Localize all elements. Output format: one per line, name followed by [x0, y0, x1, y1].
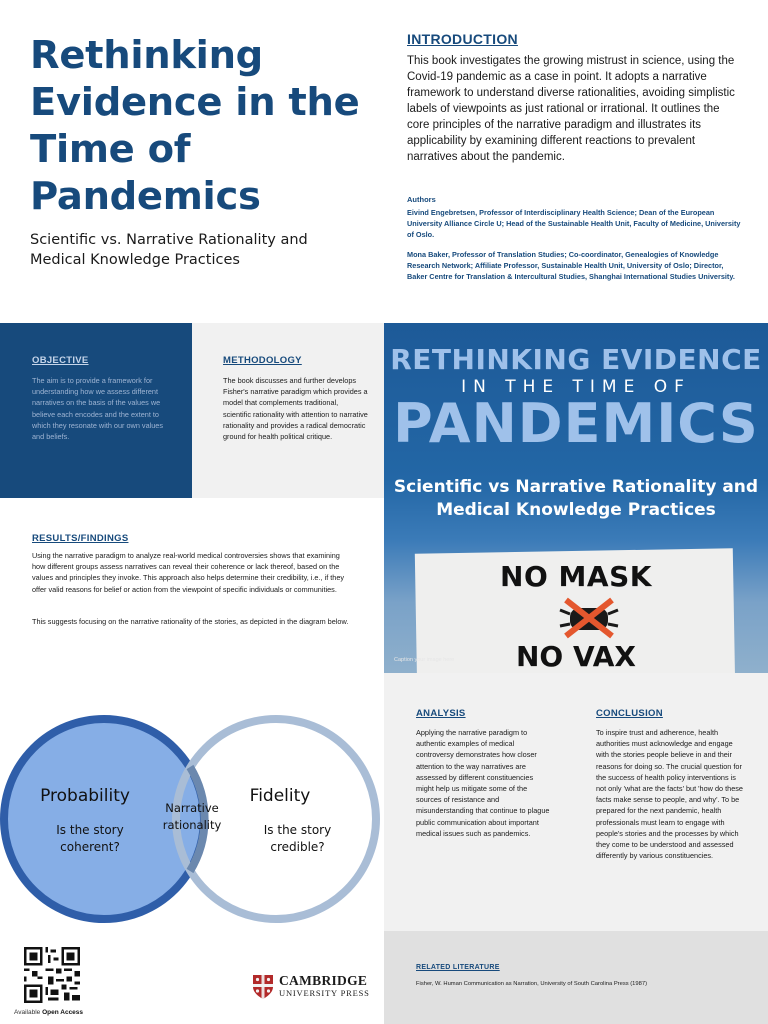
- related-literature-body: Fisher, W. Human Communication as Narration, University of South Carolina Press (1987): [416, 981, 648, 987]
- methodology-heading: METHODOLOGY: [223, 355, 302, 366]
- results-heading: RESULTS/FINDINGS: [32, 533, 129, 544]
- authors-heading: Authors: [407, 195, 436, 204]
- cover-title-line2: IN THE TIME OF: [461, 377, 691, 397]
- author-1: Eivind Engebretsen, Professor of Interdisciplinary Health Science; Dean of the European University Alliance Circle U; Head of the Sustainable Health Unit, Faculty of Medicine, University of Oslo.: [407, 208, 741, 239]
- cover-title-line3: PANDEMICS: [393, 392, 759, 455]
- related-literature-panel: [384, 931, 768, 1024]
- conclusion-body: To inspire trust and adherence, health authorities must acknowledge and engage with the stories people believe in and their reasons for doing so. The crucial question for the success of health policy interventions is not only 'what are the facts' but 'how do these facts make sense to people, and why'. To be prepared for the next pandemic, health professionals must learn to engage with people's stories and the processes by which they come to be understood and assessed differently by various constituencies.: [596, 728, 743, 861]
- related-literature-heading: RELATED LITERATURE: [416, 964, 500, 971]
- analysis-heading: ANALYSIS: [416, 708, 466, 719]
- sign-no-mask: NO MASK: [500, 560, 652, 593]
- publisher-name: CAMBRIDGE: [279, 973, 368, 988]
- cover-subtitle: Scientific vs Narrative Rationality and Medical Knowledge Practices: [393, 477, 759, 520]
- cambridge-shield-logo: [252, 974, 274, 1000]
- objective-body: The aim is to provide a framework for understanding how we assess different narratives on the basis of the values we believe each encodes and the extent to which they resonate with our own values and beliefs.: [32, 376, 164, 442]
- methodology-body: The book discusses and further develops Fisher's narrative paradigm which provides a model that complements traditional, scientific rationality with attention to narrative rationality and provides a radical democratic ground for health political critique.: [223, 376, 368, 442]
- venn-fidelity-question: Is the story credible?: [263, 823, 332, 854]
- author-2: Mona Baker, Professor of Translation Studies; Co-coordinator, Genealogies of Knowledge Research Network; Affiliate Professor, Sustainable Health Unit, University of Oslo; Director, Baker Centre for Translation & Intercultural Studies, Shanghai International Studies University.: [407, 250, 735, 281]
- venn-probability: Probability: [40, 786, 130, 806]
- image-caption: Caption your image here: [394, 657, 455, 663]
- venn-probability-question: Is the story coherent?: [56, 823, 124, 854]
- sign-no-vax: NO VAX: [515, 640, 636, 673]
- publisher-press: UNIVERSITY PRESS: [279, 988, 370, 998]
- objective-heading: OBJECTIVE: [32, 355, 89, 366]
- results-body-2: This suggests focusing on the narrative rationality of the stories, as depicted in the diagram below.: [32, 617, 349, 626]
- venn-fidelity: Fidelity: [249, 786, 311, 806]
- introduction-heading: INTRODUCTION: [407, 31, 518, 47]
- cover-title-line1: RETHINKING EVIDENCE: [390, 343, 762, 376]
- analysis-body: Applying the narrative paradigm to authentic examples of medical controversy demonstrates how closer attention to the way narratives are assessed by different constituencies might help us mitigate some of the sources of resistance and misunderstanding that continue to plague public communication about important medical issues such as pandemics.: [416, 728, 550, 838]
- crossed-mask-icon: [556, 596, 622, 640]
- conclusion-heading: CONCLUSION: [596, 708, 663, 719]
- introduction-body: This book investigates the growing mistrust in science, using the Covid-19 pandemic as a case in point. It adopts a narrative framework to understand diverse rationalities, avoiding simplistic labels of viewpoints as just rational or irrational. It outlines the core principles of the narrative paradigm and illustrates its applicability by examining different reactions to prevalent narratives about the pandemic.: [407, 55, 735, 163]
- poster-title: Rethinking Evidence in the Time of Pandemics: [30, 33, 360, 219]
- results-body: Using the narrative paradigm to analyze real-world medical controversies shows that examining how different groups assess narratives can reveal their coherence or lack thereof, based on the values and principles they invoke. This approach also helps determine their credibility, i.e., if they offer valid reasons for belief or action from the viewpoint of specific individuals or communities.: [32, 551, 345, 594]
- open-access-label: Available Open Access: [14, 1009, 84, 1016]
- poster-subtitle: Scientific vs. Narrative Rationality and Medical Knowledge Practices: [30, 232, 308, 268]
- qr-code-icon[interactable]: [24, 947, 80, 1003]
- venn-narrative-rationality: Narrative rationality: [162, 801, 222, 832]
